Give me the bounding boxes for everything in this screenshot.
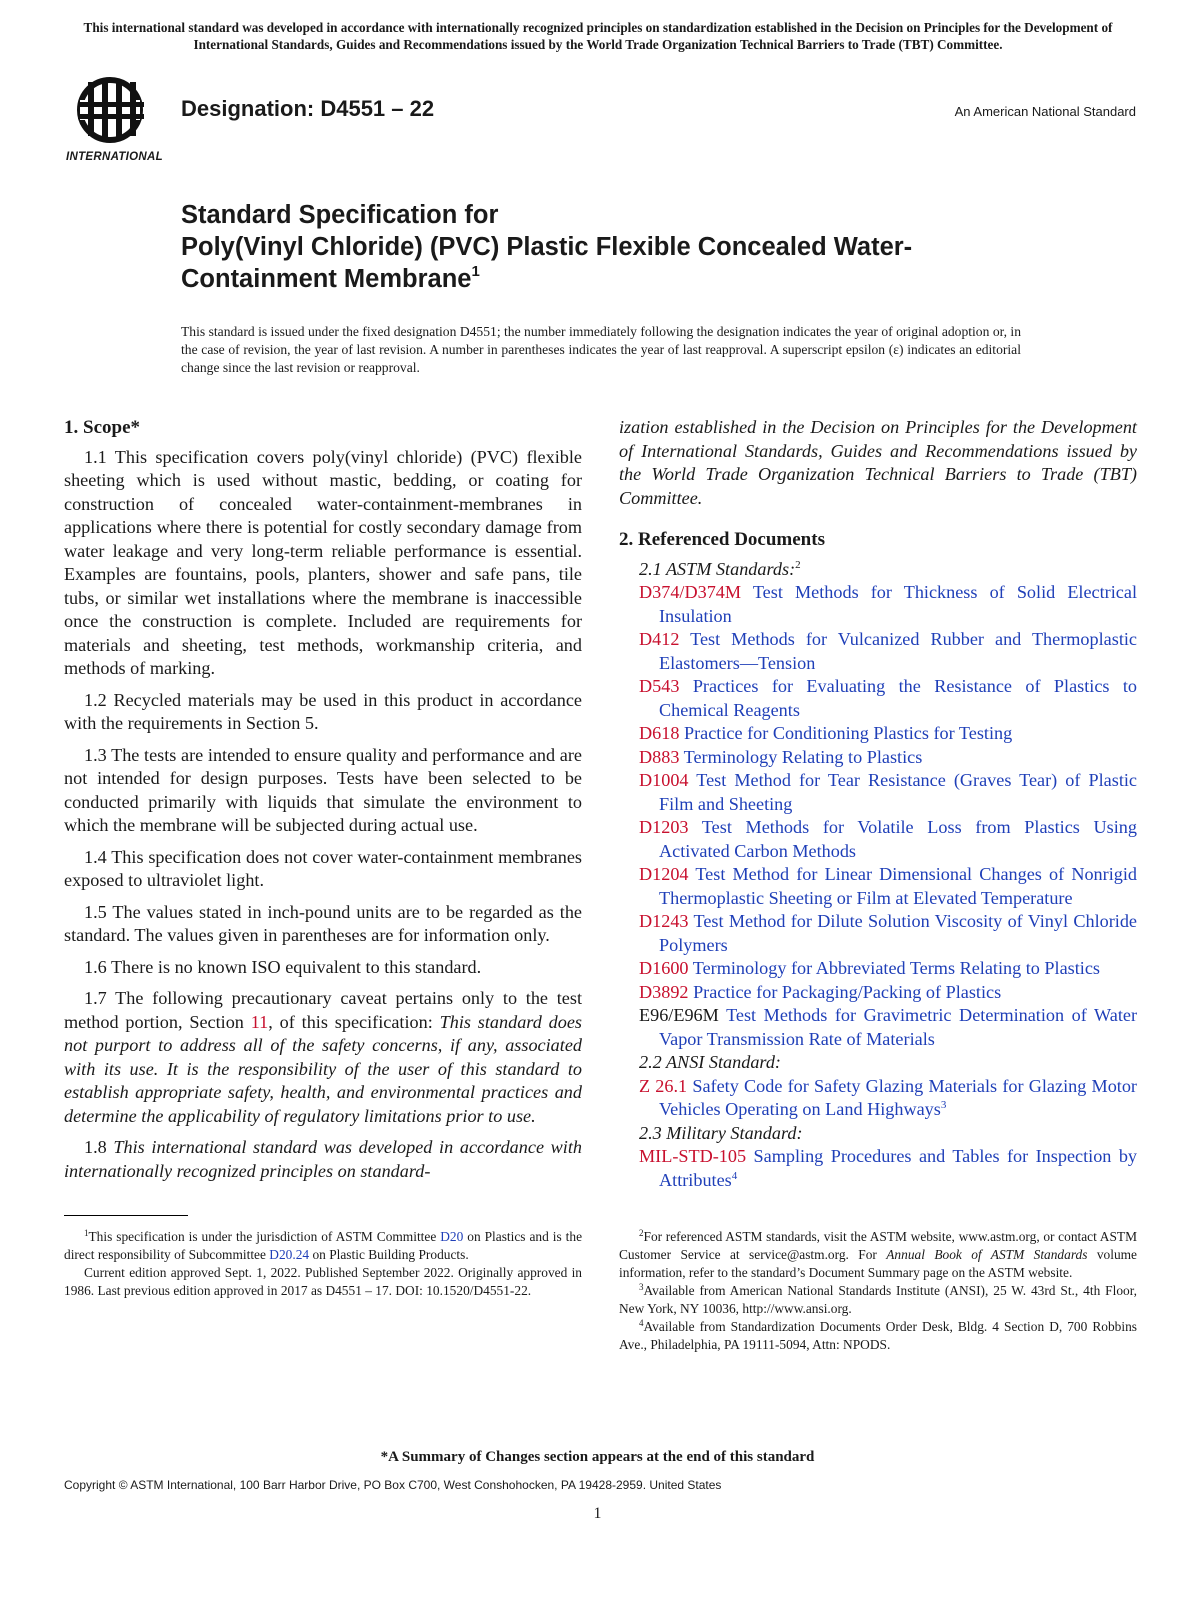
para-1-7: 1.7 The following precautionary caveat pertains only to the test method portion, Section 11, of this specification: This standard does not purport to address all of the safety concerns, if any, associated with its use. It is the responsibility of the user of this standard to establish appropriate safety, health, and environmental practices and determine the applicability of regulatory limitations prior to use. bbox=[64, 988, 582, 1126]
reference-title[interactable]: Test Methods for Vulcanized Rubber and Thermoplastic Elastomers—Tension bbox=[659, 629, 1137, 673]
reference-item[interactable] bbox=[639, 581, 1137, 628]
reference-code[interactable]: E96/E96M bbox=[639, 1005, 719, 1025]
reference-code[interactable]: D412 bbox=[639, 629, 680, 649]
title-line-2: Poly(Vinyl Chloride) (PVC) Plastic Flexible Concealed Water- bbox=[181, 233, 913, 261]
reference-title[interactable]: Terminology Relating to Plastics bbox=[683, 746, 923, 767]
reference-title[interactable]: Test Method for Dilute Solution Viscosity of Vinyl Chloride Polymers bbox=[659, 911, 1138, 955]
title-line-3: Containment Membrane$^1$ bbox=[181, 263, 480, 293]
reference-item[interactable] bbox=[639, 816, 1137, 863]
reference-item[interactable] bbox=[639, 1004, 1137, 1051]
para-1-8: 1.8 This international standard was developed in accordance with internationally recognized principles on standard- bbox=[64, 1137, 583, 1181]
page-number: 1 bbox=[593, 1505, 602, 1522]
reference-code[interactable]: D1243 bbox=[639, 911, 689, 931]
reference-code[interactable]: D1204 bbox=[639, 864, 689, 884]
para-1-3: 1.3 The tests are intended to ensure quality and performance and are not intended for design purposes. Tests have been selected to be conducted primarily with liquids that simulate the environment to which the membrane will be subjected during actual use. bbox=[64, 744, 582, 835]
reference-title[interactable]: Test Method for Linear Dimensional Changes of Nonrigid Thermoplastic Sheeting or Film at Elevated Temperature bbox=[659, 864, 1137, 908]
footnotes-right bbox=[619, 1228, 1137, 1354]
section-referenced-docs-heading: 2. Referenced Documents bbox=[619, 529, 825, 550]
reference-title[interactable]: Terminology for Abbreviated Terms Relating to Plastics bbox=[692, 958, 1101, 978]
d20-24-link[interactable]: D20.24 bbox=[269, 1247, 310, 1262]
footnote-rule bbox=[64, 1215, 188, 1216]
reference-code[interactable]: D1004 bbox=[639, 770, 689, 790]
footnote-4: $^4$Available from Standardization Documents Order Desk, Bldg. 4 Section D, 700 Robbins Ave., Philadelphia, PA 19111-5094, Attn: NPODS. bbox=[619, 1318, 1137, 1352]
reference-code[interactable]: D543 bbox=[639, 676, 680, 696]
footnote-3: $^3$Available from American National Standards Institute (ANSI), 25 W. 43rd St., 4th Floor, New York, NY 10036, http://www.ansi.org. bbox=[619, 1282, 1137, 1316]
reference-code[interactable]: D883 bbox=[639, 746, 680, 767]
document-title bbox=[181, 199, 912, 295]
reference-item[interactable]: MIL-STD-105 Sampling Procedures and Tables for Inspection by Attributes$^4$ bbox=[639, 1146, 1138, 1190]
para-1-1: 1.1 This specification covers poly(vinyl chloride) (PVC) flexible sheeting which is used without mastic, bedding, or coating for construction of concealed water-containment-membranes in applications where there is potential for costly secondary damage from water leakage and very long-term reliable performance is essential. Examples are fountains, pools, planters, shower and safe pans, tile tubs, or similar wet installations where the membrane is inaccessible once the construction is complete. Included are requirements for materials and sheeting, test methods, workmanship criteria, and methods of marking. bbox=[64, 446, 582, 678]
para-1-5: 1.5 The values stated in inch-pound units are to be regarded as the standard. The values given in parentheses are for information only. bbox=[64, 901, 582, 945]
logo-wordmark: INTERNATIONAL bbox=[66, 151, 163, 163]
reference-title[interactable]: Practice for Conditioning Plastics for Testing bbox=[683, 723, 1013, 743]
para-1-8-continued: ization established in the Decision on Principles for the Development of International Standards, Guides and Recommendations issued by the World Trade Organization Technical Barriers to Trade (TBT) Committee. bbox=[619, 417, 1137, 508]
right-column bbox=[619, 416, 1137, 1354]
wto-notice: This international standard was developed in accordance with internationally recognized principles on standardization established in the Decision on Principles for the Development of International Standards, Guides and Recommendations issued by the World Trade Organization Technical Barriers to Trade (TBT) Committee. bbox=[83, 20, 1113, 52]
reference-item[interactable] bbox=[639, 957, 1137, 981]
astm-reference-list bbox=[619, 581, 1137, 1051]
summary-of-changes-note: *A Summary of Changes section appears at the end of this standard bbox=[380, 1449, 815, 1465]
reference-title[interactable]: Practice for Packaging/Packing of Plastics bbox=[693, 981, 1002, 1002]
reference-item[interactable] bbox=[639, 769, 1137, 816]
d20-link[interactable]: D20 bbox=[440, 1229, 464, 1244]
astm-standards-label: 2.1 ASTM Standards:$^2$ bbox=[639, 558, 801, 579]
reference-title[interactable]: Test Methods for Volatile Loss from Plastics Using Activated Carbon Methods bbox=[659, 817, 1137, 861]
para-1-4: 1.4 This specification does not cover water-containment membranes exposed to ultraviolet light. bbox=[64, 846, 582, 890]
reference-title[interactable]: Test Methods for Thickness of Solid Electrical Insulation bbox=[659, 582, 1137, 626]
reference-item[interactable] bbox=[639, 863, 1137, 910]
reference-title[interactable]: Test Method for Tear Resistance (Graves Tear) of Plastic Film and Sheeting bbox=[659, 770, 1138, 814]
reference-code[interactable]: D1600 bbox=[639, 958, 689, 978]
reference-code[interactable]: D618 bbox=[639, 723, 680, 743]
para-1-6: 1.6 There is no known ISO equivalent to this standard. bbox=[84, 956, 482, 977]
reference-code[interactable]: D374/D374M bbox=[639, 582, 742, 602]
military-standard-label: 2.3 Military Standard: bbox=[639, 1122, 803, 1143]
designation: Designation: D4551 – 22 bbox=[181, 96, 435, 121]
footnote-1-edition: Current edition approved Sept. 1, 2022. Published September 2022. Originally approved in 1986. Last previous edition approved in 2017 as D4551 – 17. DOI: 10.1520/D4551-22. bbox=[64, 1265, 582, 1298]
reference-code[interactable]: D3892 bbox=[639, 981, 689, 1002]
left-column bbox=[64, 416, 582, 1300]
section-scope-heading: 1. Scope* bbox=[64, 417, 140, 438]
reference-title[interactable]: Test Methods for Gravimetric Determination of Water Vapor Transmission Rate of Materials bbox=[659, 1005, 1138, 1049]
reference-item[interactable] bbox=[639, 981, 1137, 1005]
footnote-1: $^1$This specification is under the jurisdiction of ASTM Committee D20 on Plastics and is the direct responsibility of Subcommittee D20.24 on Plastic Building Products. bbox=[64, 1228, 583, 1262]
issued-note: This standard is issued under the fixed designation D4551; the number immediately following the designation indicates the year of original adoption or, in the case of revision, the year of last revision. A number in parentheses indicates the year of last reapproval. A superscript epsilon (ε) indicates an editorial change since the last revision or reapproval. bbox=[181, 324, 1021, 375]
reference-item[interactable] bbox=[639, 628, 1137, 675]
section-11-link[interactable]: 11 bbox=[250, 1011, 269, 1032]
title-footnote-mark[interactable]: 1 bbox=[471, 263, 480, 280]
reference-item[interactable] bbox=[639, 910, 1137, 957]
para-1-2: 1.2 Recycled materials may be used in this product in accordance with the requirements in Section 5. bbox=[64, 689, 582, 733]
title-line-1: Standard Specification for bbox=[181, 201, 499, 229]
reference-code[interactable]: D1203 bbox=[639, 817, 689, 837]
reference-title[interactable]: Practices for Evaluating the Resistance of Plastics to Chemical Reagents bbox=[659, 676, 1138, 720]
american-national-standard: An American National Standard bbox=[954, 104, 1136, 119]
reference-item[interactable]: Z 26.1 Safety Code for Safety Glazing Materials for Glazing Motor Vehicles Operating on Land Highways$^3$ bbox=[639, 1075, 1137, 1119]
footnotes-left bbox=[64, 1228, 582, 1300]
ansi-standard-label: 2.2 ANSI Standard: bbox=[639, 1052, 781, 1072]
reference-item[interactable] bbox=[639, 722, 1137, 746]
footnote-2: $^2$For referenced ASTM standards, visit the ASTM website, www.astm.org, or contact ASTM Customer Service at service@astm.org. For Annual Book of ASTM Standards volume information, refer to the standard’s Document Summary page on the ASTM website. bbox=[619, 1228, 1138, 1280]
reference-item[interactable] bbox=[639, 675, 1137, 722]
reference-item[interactable] bbox=[639, 746, 1137, 770]
copyright: Copyright © ASTM International, 100 Barr Harbor Drive, PO Box C700, West Conshohocken, PA 19428-2959. United States bbox=[64, 1478, 722, 1492]
